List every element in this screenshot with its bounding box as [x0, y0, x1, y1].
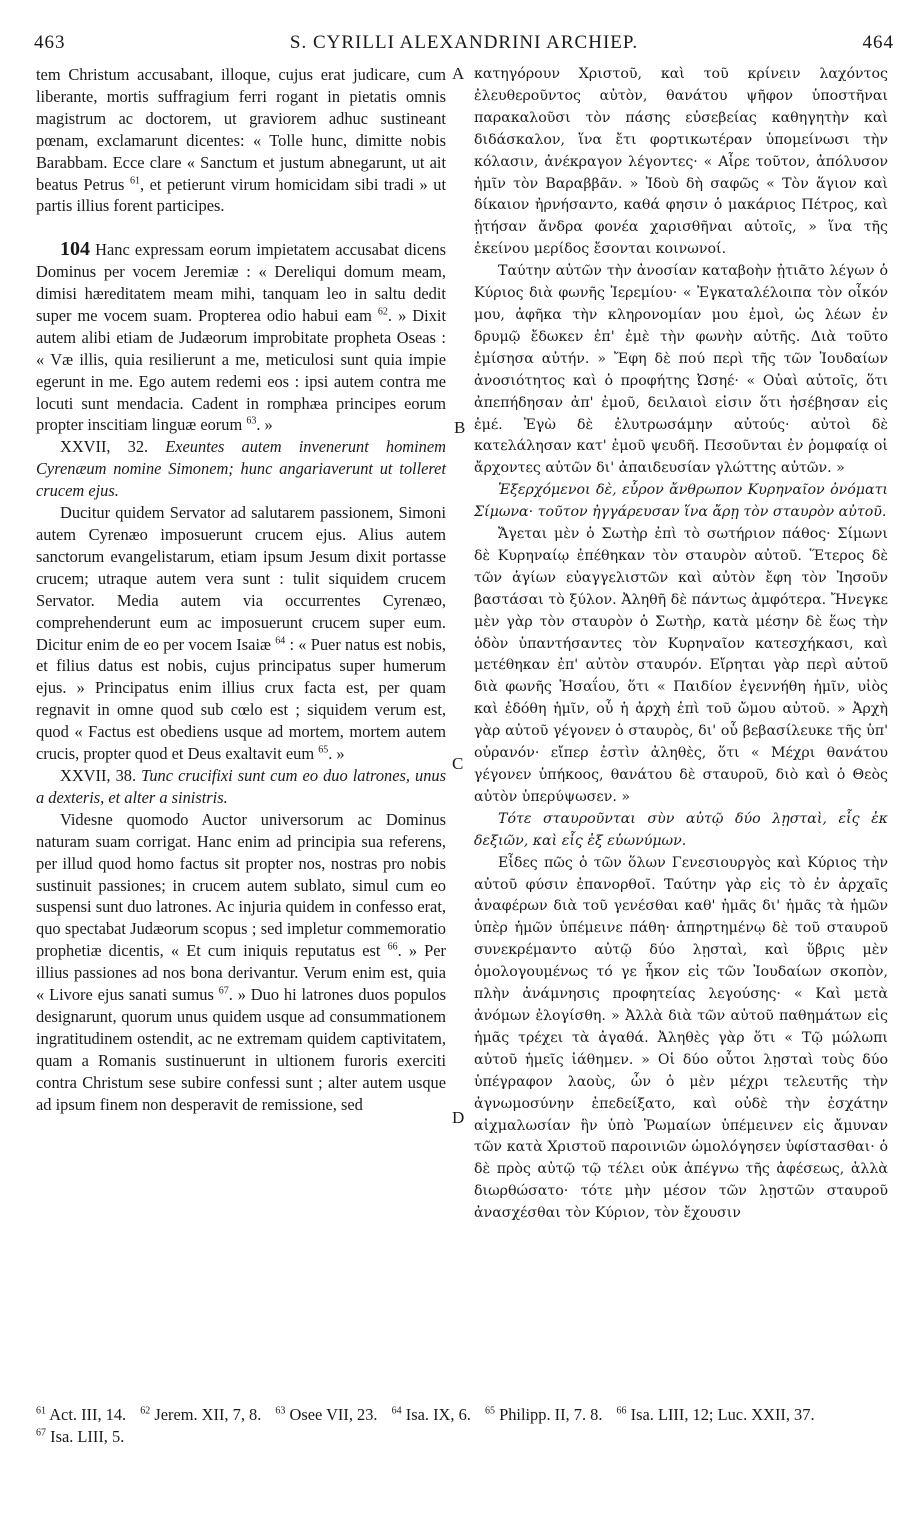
footnote-ref: 64: [275, 635, 286, 647]
latin-paragraph-1: tem Christum accusabant, illoque, cujus erat judicare, cum liberante, mortis suffragium ferri rogant in pietatis omnis magistrum ac doctorem, ut graviorem adhuc sustineant pœnam, exclamarunt dicentes: « Tolle hunc, dimitte nobis Barabbam. Ecce clare « Sanctum et justum abnegarunt, ut ait beatus Petrus $^{61}$, et petierunt virum homicidam sibi tradi » ut partis illius forent participes.: [36, 65, 446, 216]
footnote-ref: 67: [218, 985, 229, 997]
page-number-left: 463: [34, 32, 66, 53]
latin-column: [36, 64, 446, 1115]
greek-paragraph-1: κατηγόρουν Χριστοῦ, καὶ τοῦ κρίνειν λαχόντος ἐλευθεροῦντος αὐτὸν, θανάτου ψῆφον ὑποστῆναι παρακαλοῦσι τὸν πάσης εὐσεβείας καθηγητὴν καὶ διδάσκαλον, ἵνα ἔτι φορτικωτέραν ὑπομείνωσι τὴν κόλασιν, ἀνέκραγον λέγοντες· « Αἶρε τοῦτον, ἀπόλυσον ἡμῖν τὸν Βαραββᾶν. » Ἰδοὺ δὴ σαφῶς « Τὸν ἅγιον καὶ δίκαιον ἠρνήσαντο, καθά φησιν ὁ μακάριος Πέτρος, καὶ ᾐτήσαν ἄνδρα φονέα χαρισθῆναι αὐτοῖς, » ἵνα τῆς ἐκείνου μερίδος ἔσονται κοινωνοί.: [474, 66, 888, 258]
footnote: $^{62}$ Jerem. XII, 7, 8.: [140, 1405, 262, 1424]
footnotes: [36, 1404, 896, 1448]
greek-paragraph-2: Ταύτην αὐτῶν τὴν ἀνοσίαν καταβοὴν ᾐτιᾶτο λέγων ὁ Κύριος διὰ φωνῆς Ἱερεμίου· « Ἐγκαταλέλοιπα τὸν οἶκόν μου, ἀφῆκα τὴν κληρονομίαν μου ἐμοὶ, ὡς λέων ἐν δρυμῷ ἔδωκεν ἐπ' ἐμὲ τὴν φωνὴν αὐτῆς. Διὰ τοῦτο ἐμίσησα αὐτήν. » Ἔφη δὲ πού περὶ τῆς τῶν Ἰουδαίων ἀνοσιότητος καὶ ὁ προφήτης Ὠσηέ· « Οὐαὶ αὐτοῖς, ὅτι ἀπεπήδησαν ἀπ' ἐμοῦ, δειλαιοὶ εἰσιν ὅτι ἠσέβησαν εἰς ἐμέ. Ἐγὼ δὲ ἐλυτρωσάμην αὐτούς· αὐτοὶ δὲ κατελάλησαν κατ' ἐμοῦ ψευδῆ. Πεσοῦνται ἐν ῥομφαίᾳ οἱ ἄρχοντες αὐτῶν δι' ἀπαιδευσίαν γλώττης αὐτῶν. »: [474, 263, 888, 477]
latin-paragraph-4: Videsne quomodo Auctor universorum ac Dominus naturam suam corrigat. Hanc enim ad principia sua referens, per illud quod homo factus sit propter nos, nostras pro nobis sustinuit passiones; in crucem autem sublato, simul cum eo suspensi sunt duo latrones. Ac injuria quidem in confesso erat, quo spectabat Judæorum scopus ; sed impletur commemoratio prophetiæ dicentis, « Et cum iniquis reputatus est $^{66}$. » Per illius passiones ad nos bona derivantur. Verum enim est, quia « Livore ejus sanati sumus $^{67}$. » Duo hi latrones duos populos designarunt, quorum unus quidem usque ad consummationem ingratitudinem ostendit, ac ne extremam quidem captivitatem, quam a Romanis sustinuerunt in ultionem furoris exerciti contra Christum sese subire confessi sunt ; alter autem usque ad ipsum finem non desperavit de remissione, sed: [36, 809, 446, 1114]
running-title: S. CYRILLI ALEXANDRINI ARCHIEP.: [289, 32, 639, 53]
margin-letter-a: A: [452, 64, 465, 83]
greek-paragraph-4: Εἶδες πῶς ὁ τῶν ὅλων Γενεσιουργὸς καὶ Κύριος τὴν αὐτοῦ φύσιν ἐπανορθοῖ. Ταύτην γὰρ εἰς τὸ ἐν ἀρχαῖς ἀναφέρων διὰ τοῦ γενέσθαι καθ' ἡμᾶς δι' ἡμᾶς τὰ ἡμῶν ὑπὲρ ἡμῶν ὑπέμεινε πάθη· ἀπηρτημένῳ δὲ τοῦ σταυροῦ συνεκρέμαντο αὐτῷ δύο λῃσταὶ, καὶ ὕβρις μὲν ὁμολογουμένως τό γε ἧκον εἰς τῶν Ἰουδαίων σκοπὸν, πλὴν ἀνάμνησις προφητείας λεγούσης· « Καὶ μετὰ ἀνόμων ἐλογίσθη. » Ἀλλὰ διὰ τῶν αὐτοῦ παθημάτων εἰς ἡμᾶς τρέχει τὰ ἀγαθά. Ἀληθὲς γὰρ ὅτι « Τῷ μώλωπι αὐτοῦ ἡμεῖς ἰάθημεν. » Οἱ δύο οὗτοι λῃσταὶ τοὺς δύο ὑπέγραφον λαοὺς, ὧν ὁ μὲν μέχρι τελευτῆς τὴν ἀγνωμοσύνην ἐπεδείξατο, καὶ οὐδὲ τὴν ἐσχάτην αἰχμαλωσίαν ἣν ὑπὸ Ῥωμαίων ὑπέμεινεν εἰς ἄμυναν τῶν κατὰ Χριστοῦ παροινιῶν ὡμολόγησεν ὑφίστασθαι· ὁ δὲ πρὸς αὐτῷ τῷ τέλει οὐκ ἀπέγνω τῆς ἀφέσεως, ἀλλὰ διωρθώσατο· τότε μὴν μέσον τῶν λῃστῶν σταυροῦ ἀνασχέσθαι τὸν Κύριον, τὸν ἔχουσιν: [474, 854, 888, 1222]
footnote: $^{65}$ Philipp. II, 7. 8.: [484, 1405, 603, 1424]
footnote-ref: 63: [246, 416, 257, 428]
greek-column: [474, 64, 888, 1225]
latin-paragraph-2: 104 Hanc expressam eorum impietatem accusabat dicens Dominus per vocem Jeremiæ : « Dereliqui domum meam, dimisi hæreditatem meam mihi, tanquam leo in saltu dedit super me vocem suam. Propterea odio habui eam $^{62}$. » Dixit autem alibi etiam de Judæorum improbitate propheta Oseas : « Væ illis, quia resilierunt a me, meticulosi sunt quia impie egerunt in me. Ego autem redemi eos : ipsi autem contra me locuti sunt mendacia. Cadent in romphæa principes eorum propter inscitiam linguæ eorum $^{63}$. »: [36, 238, 446, 435]
latin-lemma-1: XXVII, 32. Exeuntes autem invenerunt hominem Cyrenæum nomine Simonem; hunc angariaverunt ut tolleret crucem ejus.: [36, 437, 446, 501]
latin-paragraph-3: Ducitur quidem Servator ad salutarem passionem, Simoni autem Cyrenæo imposuerunt crucem ejus. Alius autem sanctorum evangelistarum, etiam ipsum Jesum dixit portasse crucem; utraque autem vera sunt : tulit siquidem crucem Servator. Media autem via occurrentes Cyrenæo, comprehenderunt eum ac imposuerunt crucem super eum. Dicitur enim de eo per vocem Isaiæ $^{64}$ : « Puer natus est nobis, et filius datus est nobis, cujus principatus super humerum ejus. » Principatus enim illius crux facta est, per quam regnavit in omne quod sub cœlo est ; siquidem verum est, quod « Factus est obediens usque ad mortem, mortem autem crucis, propter quod et Deus exaltavit eum $^{65}$. »: [36, 503, 446, 764]
footnote-ref: 62: [377, 306, 388, 318]
footnote: $^{67}$ Isa. LIII, 5.: [36, 1427, 125, 1446]
footnote-divider: [36, 1398, 888, 1399]
greek-paragraph-3: Ἄγεται μὲν ὁ Σωτὴρ ἐπὶ τὸ σωτήριον πάθος· Σίμωνι δὲ Κυρηναίῳ ἐπέθηκαν τὸν σταυρὸν αὐτοῦ. Ἕτερος δὲ τῶν ἁγίων εὐαγγελιστῶν καὶ αὐτὸν ἔφη τὸν Ἰησοῦν βαστάσαι τὸ ξύλον. Ἀληθῆ δὲ πάντως ἀμφότερα. Ἤνεγκε μὲν γὰρ τὸν σταυρὸν ὁ Σωτὴρ, κατὰ μέσην δὲ ἕως τὴν ὁδὸν ὑπαντήσαντες τὸν Κυρηναῖον κατεσχήκασι, καὶ μετέθηκαν ἐπ' αὐτὸν σταυρόν. Εἴρηται γὰρ περὶ αὐτοῦ διὰ φωνῆς Ἡσαΐου, ὅτι « Παιδίον ἐγεννήθη ἡμῖν, υἱὸς καὶ ἐδόθη ἡμῖν, οὗ ἡ ἀρχὴ ἐπὶ τοῦ ὤμου αὐτοῦ. » Ἀρχὴ γὰρ αὐτοῦ γέγονεν ὁ σταυρὸς, δι' οὗ βεβασίλευκε τῆς ὑπ' οὐρανόν· εἴπερ ἐστὶν ἀληθὲς, ὅτι « Μέχρι θανάτου γέγονεν ὑπήκοος, θανάτου δὲ σταυροῦ, διὸ καὶ ὁ Θεὸς αὐτὸν ὑπερύψωσεν. »: [474, 526, 888, 805]
greek-lemma-1: Ἐξερχόμενοι δὲ, εὗρον ἄνθρωπον Κυρηναῖον ὀνόματι Σίμωνα· τοῦτον ἠγγάρευσαν ἵνα ἄρῃ τὸν σταυρὸν αὐτοῦ.: [474, 482, 888, 521]
margin-letter-d: D: [452, 1108, 465, 1127]
margin-letter-c: C: [452, 754, 464, 773]
footnote-ref: 65: [318, 744, 329, 756]
section-number: 104: [60, 238, 90, 261]
footnote: $^{61}$ Act. III, 14.: [36, 1405, 127, 1424]
footnote-ref: 61: [129, 175, 140, 187]
running-header: [34, 32, 894, 58]
page-number-right: 464: [862, 32, 894, 53]
footnote: $^{66}$ Isa. LIII, 12; Luc. XXII, 37.: [616, 1405, 815, 1424]
footnote: $^{63}$ Osee VII, 23.: [275, 1405, 378, 1424]
latin-lemma-2: XXVII, 38. Tunc crucifixi sunt cum eo duo latrones, unus a dexteris, et alter a sinistris.: [36, 765, 446, 807]
footnote-ref: 66: [387, 941, 398, 953]
margin-letter-b: B: [454, 418, 466, 437]
greek-lemma-2: Τότε σταυροῦνται σὺν αὐτῷ δύο λῃσταὶ, εἷς ἐκ δεξιῶν, καὶ εἷς ἐξ εὐωνύμων.: [474, 810, 888, 849]
footnote: $^{64}$ Isa. IX, 6.: [391, 1405, 471, 1424]
